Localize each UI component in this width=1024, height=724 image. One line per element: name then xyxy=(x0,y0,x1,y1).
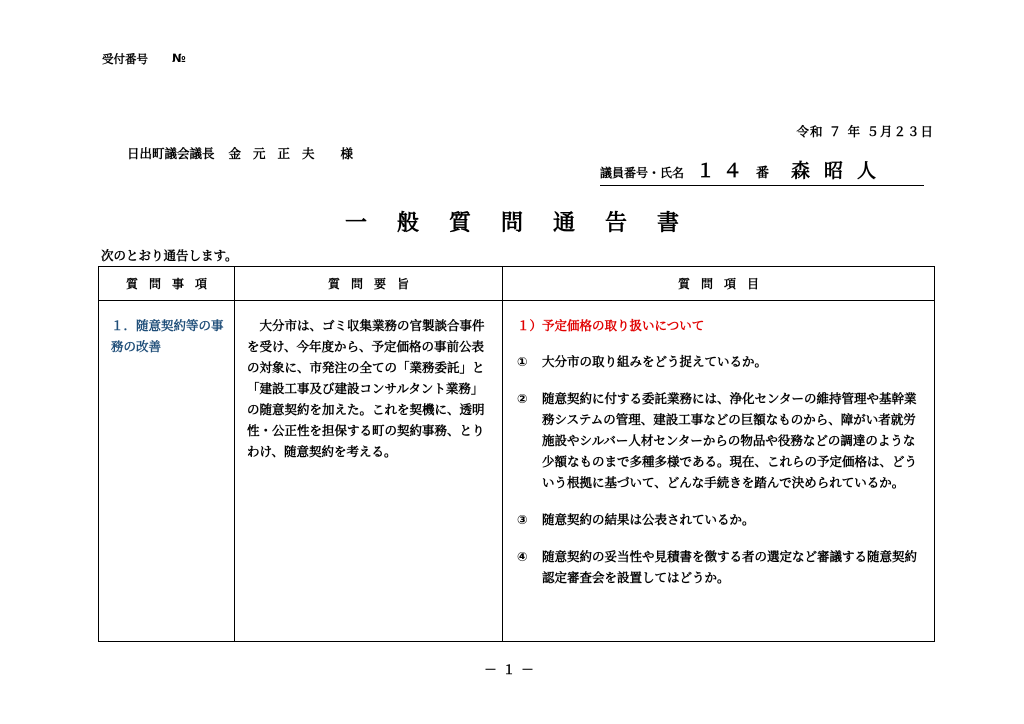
member-label: 議員番号・氏名 xyxy=(600,166,685,180)
question-item xyxy=(517,546,918,588)
question-item xyxy=(517,509,918,530)
table-row xyxy=(99,301,935,642)
header-items: 質問項目 xyxy=(503,267,935,301)
item-mark: ④ xyxy=(517,549,528,564)
document-date: 令和 ７ 年 ５月２３日 xyxy=(796,124,934,139)
document-title: 一般質問通告書 xyxy=(344,211,709,236)
page-number: －１－ xyxy=(484,662,540,677)
member-info xyxy=(600,156,924,186)
items-heading: １）予定価格の取り扱いについて xyxy=(517,318,705,333)
addressee-honorific: 様 xyxy=(340,146,354,161)
member-number-suffix: 番 xyxy=(756,166,770,181)
addressee-name: 金元正夫 xyxy=(228,146,327,161)
item-text: 大分市の取り組みをどう捉えているか。 xyxy=(542,354,768,369)
header-gist: 質問要旨 xyxy=(235,267,503,301)
item-mark: ② xyxy=(517,391,528,406)
addressee-title: 日出町議会議長 xyxy=(127,146,215,161)
item-text: 随意契約の妥当性や見積書を徴する者の選定など審議する随意契約認定審査会を設置してはどうか。 xyxy=(542,549,918,585)
intro-text: 次のとおり通告します。 xyxy=(101,248,238,263)
item-text: 随意契約の結果は公表されているか。 xyxy=(542,512,755,527)
question-table xyxy=(98,266,935,642)
question-matter: １．随意契約等の事務の改善 xyxy=(99,301,235,642)
question-item xyxy=(517,388,918,493)
header-matter: 質問事項 xyxy=(99,267,235,301)
question-gist: 大分市は、ゴミ収集業務の官製談合事件を受け、今年度から、予定価格の事前公表の対象に、市発注の全ての「業務委託」と「建設工事及び建設コンサルタント業務」の随意契約を加えた。これを契機に、透明性・公正性を担保する町の契約事務、とりわけ、随意契約を考える。 xyxy=(235,301,503,642)
table-header-row xyxy=(99,267,935,301)
item-mark: ① xyxy=(517,354,528,369)
member-number: １４ xyxy=(696,160,751,182)
item-mark: ③ xyxy=(517,512,528,527)
question-items xyxy=(503,301,935,642)
receipt-number xyxy=(102,51,186,67)
member-name: 森昭人 xyxy=(791,160,891,182)
receipt-no-label: № xyxy=(172,51,186,65)
item-text: 随意契約に付する委託業務には、浄化センターの維持管理や基幹業務システムの管理、建設工事などの巨額なものから、障がい者就労施設やシルバー人材センターからの物品や役務などの調達のような少額なものまで多種多様である。現在、これらの予定価格は、どういう根拠に基づいて、どんな手続きを踏んで決められているか。 xyxy=(542,391,918,490)
question-item xyxy=(517,351,918,372)
addressee xyxy=(127,144,353,162)
receipt-label: 受付番号 xyxy=(102,52,148,66)
